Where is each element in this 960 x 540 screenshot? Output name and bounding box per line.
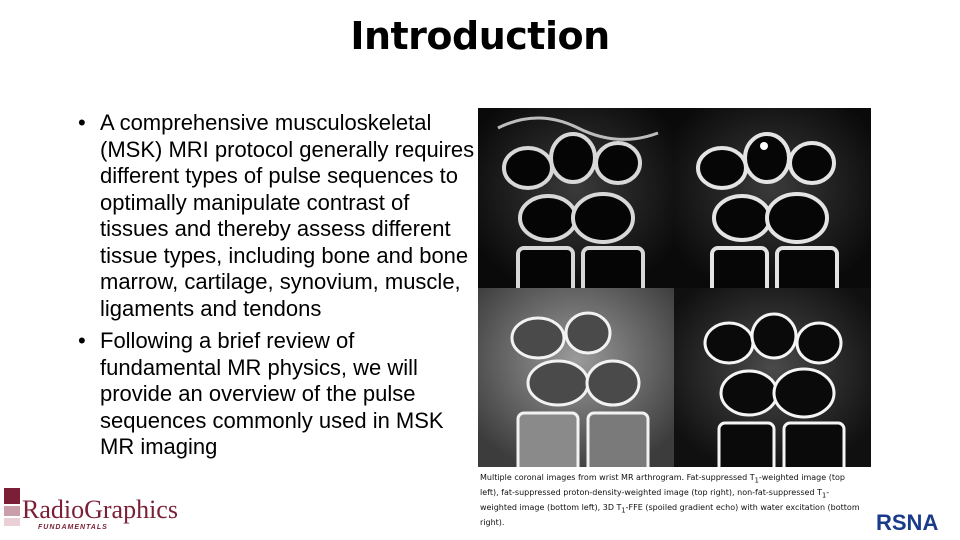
bullet-text: A comprehensive musculoskeletal (MSK) MRI protocol generally requires different types of pulse sequences to optimally manipulate contrast of tissues and thereby assess different tissue types, including bone and bone marrow, cartilage, synovium, muscle, ligaments and tendons <box>100 110 475 321</box>
bullet-marker: • <box>78 110 86 135</box>
rsna-logo-text: RSNA <box>876 510 939 535</box>
mri-panel-top-left <box>478 108 674 288</box>
bullet-list <box>78 110 478 467</box>
mri-panel-bottom-right <box>674 288 871 467</box>
mri-panel-bottom-left <box>478 288 674 467</box>
bullet-item <box>78 110 478 322</box>
mri-panel-top-right <box>674 108 871 288</box>
mri-figure <box>478 108 871 467</box>
radiographics-logo-text: RadioGraphics <box>22 495 178 524</box>
figure-caption: Multiple coronal images from wrist MR arthrogram. Fat-suppressed $T_1$-weighted image (top left), fat-suppressed proton-density-weighted image (top right), non-fat-suppressed $T_1$-weighted image (bottom left), 3D $T_1$-FFE (spoiled gradient echo) with water excitation (bottom right). <box>480 473 860 528</box>
radiographics-logo-subtext: FUNDAMENTALS <box>38 524 108 531</box>
bullet-marker: • <box>78 328 86 353</box>
rsna-logo <box>874 508 958 536</box>
slide-title: Introduction <box>350 14 610 58</box>
bullet-text: Following a brief review of fundamental MR physics, we will provide an overview of the pulse sequences commonly used in MSK MR imaging <box>100 328 444 459</box>
bullet-item <box>78 328 478 461</box>
radiographics-logo <box>4 488 204 532</box>
